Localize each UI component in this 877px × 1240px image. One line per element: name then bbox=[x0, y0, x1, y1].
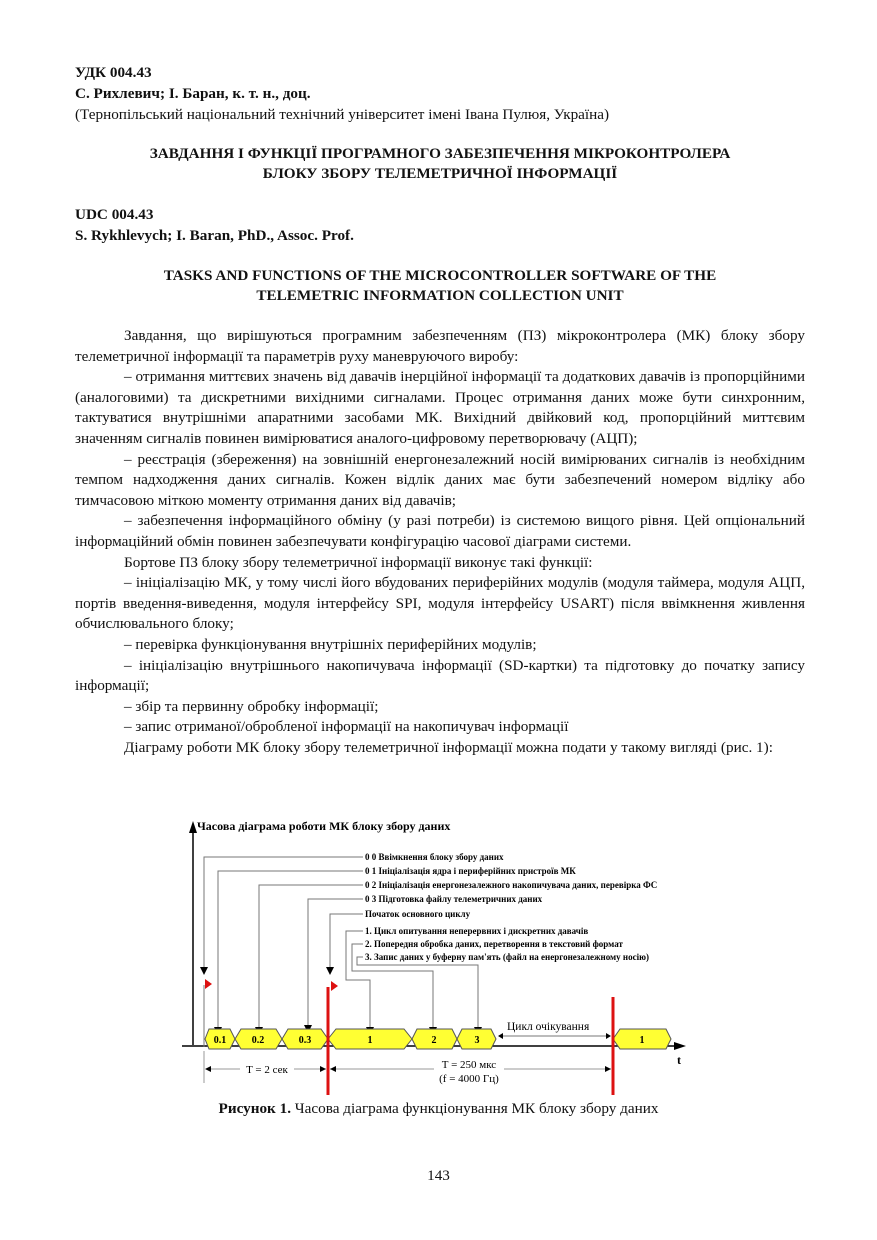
figure-labels bbox=[365, 852, 657, 962]
title-en-line1: TASKS AND FUNCTIONS OF THE MICROCONTROLLER SOFTWARE OF THE bbox=[163, 267, 717, 284]
block-3: 3 bbox=[474, 1035, 480, 1046]
diagram-intro: Діаграму роботи МК блоку збору телеметричної інформації можна подати у такому вигляді (рис. 1): bbox=[124, 738, 773, 756]
wait-cycle-label: Цикл очікування bbox=[507, 1021, 590, 1033]
block-0-2: 0.2 bbox=[251, 1035, 265, 1046]
block-1: 1 bbox=[367, 1035, 373, 1046]
timing-diagram bbox=[180, 815, 700, 1095]
block-0-3: 0.3 bbox=[298, 1035, 312, 1046]
functions-intro: Бортове ПЗ блоку збору телеметричної інформації виконує такі функції: bbox=[124, 553, 593, 571]
function-item-3: – ініціалізацію внутрішнього накопичувача інформації (SD-картки) та підготовку до початку запису інформації; bbox=[75, 656, 805, 695]
title-en-line2: TELEMETRIC INFORMATION COLLECTION UNIT bbox=[256, 287, 624, 304]
x-axis-arrow-icon bbox=[674, 1042, 686, 1050]
udc-ua: УДК 004.43 bbox=[75, 64, 152, 81]
function-item-4: – збір та первинну обробку інформації; bbox=[124, 697, 379, 715]
period-2-arrow-right-icon bbox=[605, 1066, 611, 1072]
caption-text: Часова діаграма функціонування МК блоку збору даних bbox=[291, 1100, 659, 1117]
period-2-arrow-left-icon bbox=[330, 1066, 336, 1072]
task-item-2: – реєстрація (збереження) на зовнішній енергонезалежний носій вимірюваних сигналів із необхідним темпом надходження даних сигналів. Кожен відлік даних має бути забезпечений номером відліку або тимчасовою міткою моменту отримання даних від давачів; bbox=[75, 450, 805, 509]
main-cycle-flag-icon bbox=[331, 981, 338, 991]
period-1-arrow-left-icon bbox=[205, 1066, 211, 1072]
function-item-5: – запис отриманої/обробленої інформації на накопичувач інформації bbox=[124, 718, 569, 736]
authors-ua: С. Рихлевич; І. Баран, к. т. н., доц. bbox=[75, 85, 311, 102]
label-step-2: 2. Попередня обробка даних, перетворення в текстовий формат bbox=[365, 939, 623, 949]
caption-label: Рисунок 1. bbox=[218, 1100, 291, 1117]
wait-arrow-right-icon bbox=[606, 1033, 611, 1039]
block-2: 2 bbox=[431, 1035, 437, 1046]
wait-arrow-left-icon bbox=[498, 1033, 503, 1039]
udc-en: UDC 004.43 bbox=[75, 206, 154, 223]
start-flag-icon bbox=[205, 979, 212, 989]
block-0-1: 0.1 bbox=[213, 1035, 227, 1046]
period-1-label: T = 2 сек bbox=[246, 1064, 288, 1076]
period-1-arrow-right-icon bbox=[320, 1066, 326, 1072]
axis-label-t: t bbox=[677, 1053, 681, 1067]
y-axis-arrow-icon bbox=[189, 821, 197, 833]
intro-paragraph: Завдання, що вирішуються програмним забезпеченням (ПЗ) мікроконтролера (МК) блоку збору телеметричної інформації та параметрів руху маневруючого виробу: bbox=[75, 327, 805, 365]
title-ua-line1: ЗАВДАННЯ І ФУНКЦІЇ ПРОГРАМНОГО ЗАБЕЗПЕЧЕННЯ МІКРОКОНТРОЛЕРА bbox=[149, 145, 731, 162]
period-2-label: T = 250 мкс bbox=[441, 1059, 497, 1071]
figure-caption bbox=[0, 1100, 877, 1118]
function-item-1: – ініціалізацію МК, у тому числі його вбудованих периферійних модулів (модуля таймера, модуля АЦП, портів введення-виведення, модуля інтерфейсу SPI, модуля інтерфейсу USART) після ввімкнення живлення обчислювального блоку; bbox=[75, 574, 805, 633]
function-item-2: – перевірка функціонування внутрішніх периферійних модулів; bbox=[124, 635, 537, 653]
figure-title: Часова діаграма роботи МК блоку збору даних bbox=[197, 819, 451, 833]
affiliation-ua: (Тернопільський національний технічний університет імені Івана Пулюя, Україна) bbox=[75, 106, 610, 123]
label-01: 0 1 Ініціалізація ядра і периферійних пристроїв МК bbox=[365, 866, 576, 876]
label-02: 0 2 Ініціалізація енергонезалежного накопичувача даних, перевірка ФС bbox=[365, 880, 658, 890]
task-item-3: – забезпечення інформаційного обміну (у разі потреби) із системою вищого рівня. Цей опціональний інформаційний обмін повинен забезпечувати конфігурацію часової діаграми системи. bbox=[75, 512, 805, 550]
task-item-1: – отримання миттєвих значень від давачів інерційної інформації та додаткових давачів із пропорційними (аналоговими) та дискретними вихідними сигналами. Процес отримання даних може бути синхронним, тактуватися внутрішніми апаратними засобами МК. Вихідний двійковий код, пропорційний миттєвим значенням сигналів повинен вимірюватися аналого-цифровому перетворювачу (АЦП); bbox=[75, 368, 805, 447]
label-step-1: 1. Цикл опитування неперервних і дискретних давачів bbox=[365, 926, 589, 936]
page-number: 143 bbox=[427, 1167, 450, 1184]
title-ua-line2: БЛОКУ ЗБОРУ ТЕЛЕМЕТРИЧНОЇ ІНФОРМАЦІЇ bbox=[262, 165, 618, 182]
period-2-frequency: (f = 4000 Гц) bbox=[439, 1073, 499, 1085]
authors-en: S. Rykhlevych; I. Baran, PhD., Assoc. Prof. bbox=[75, 227, 354, 244]
label-step-3: 3. Запис даних у буферну пам'ять (файл на енергонезалежному носію) bbox=[365, 952, 649, 962]
label-03: 0 3 Підготовка файлу телеметричних даних bbox=[365, 894, 543, 904]
arrowheads bbox=[200, 967, 482, 1035]
label-00: 0 0 Ввімкнення блоку збору даних bbox=[365, 852, 504, 862]
label-main-cycle: Початок основного циклу bbox=[365, 909, 471, 919]
block-1-next: 1 bbox=[639, 1035, 645, 1046]
paper-page bbox=[75, 62, 805, 758]
